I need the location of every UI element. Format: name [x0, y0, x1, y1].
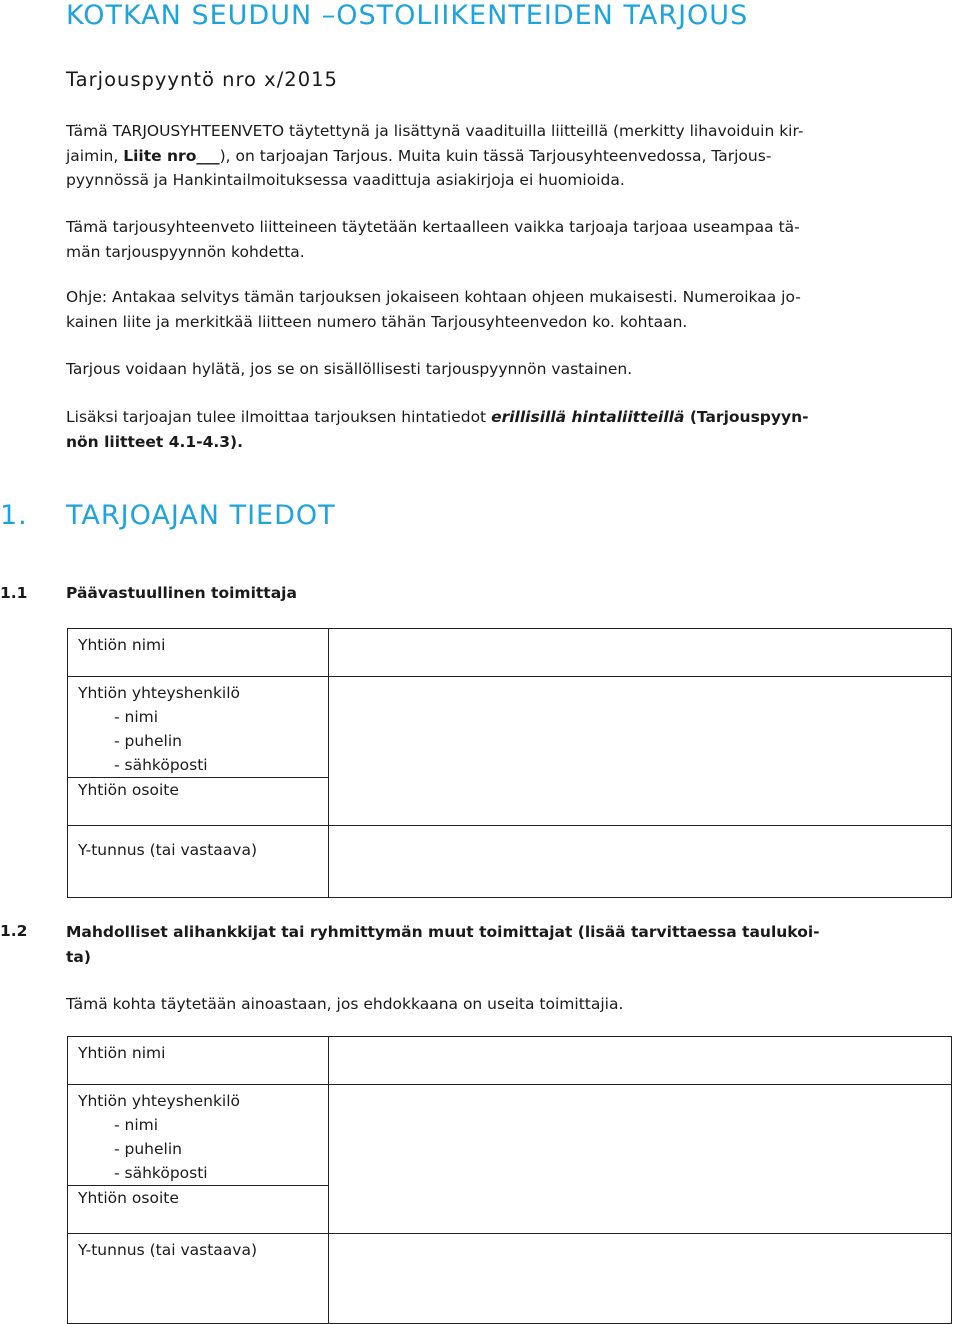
sub-business-id-field[interactable]	[329, 1234, 952, 1324]
intro-p5-line-1	[66, 405, 950, 430]
intro-paragraph-5	[66, 405, 950, 454]
subsection-1-2-note-text: Tämä kohta täytetään ainoastaan, jos ehdokkaana on useita toimittajia.	[66, 995, 624, 1013]
sub-company-name-label-cell	[68, 1037, 329, 1085]
attachment-number-label: Liite nro___	[123, 146, 220, 165]
subsection-1-2-number: 1.2	[0, 922, 28, 940]
business-id-label-cell	[68, 826, 329, 898]
contact-and-address-field[interactable]	[329, 677, 952, 826]
intro-p3-line-2: kainen liite ja merkitkää liitteen numero tähän Tarjousyhteenvedon ko. kohtaan.	[66, 312, 688, 331]
intro-p1-line-2	[66, 144, 950, 169]
intro-p5-line-1-start: Lisäksi tarjoajan tulee ilmoittaa tarjouksen hintatiedot	[66, 408, 492, 426]
contact-email-label: - sähköposti	[114, 756, 208, 774]
contact-name-label: - nimi	[114, 708, 159, 726]
intro-p1-line-1: Tämä TARJOUSYHTEENVETO täytettynä ja lisättynä vaadituilla liitteillä (merkitty lihavoiduin kir-	[66, 122, 804, 140]
intro-p3-line-1: Ohje: Antakaa selvitys tämän tarjouksen jokaiseen kohtaan ohjeen mukaisesti. Numeroikaa jo-	[66, 288, 801, 306]
subsection-1-2-title-line-1: Mahdolliset alihankkijat tai ryhmittymän muut toimittajat (lisää tarvittaessa taulukoi-	[66, 923, 820, 941]
intro-p1-line-2-end: ), on tarjoajan Tarjous. Muita kuin tässä Tarjousyhteenvedossa, Tarjous-	[219, 146, 772, 165]
company-name-label: Yhtiön nimi	[78, 636, 166, 654]
business-id-label: Y-tunnus (tai vastaava)	[78, 841, 257, 859]
intro-paragraph-4	[66, 357, 950, 382]
contact-phone-label: - puhelin	[114, 732, 182, 750]
subcontractors-table	[67, 1036, 952, 1324]
sub-contact-and-address-field[interactable]	[329, 1085, 952, 1234]
sub-contact-name-label: - nimi	[114, 1116, 159, 1134]
intro-p5-line-2: nön liitteet 4.1-4.3).	[66, 432, 244, 451]
contact-label-cell	[68, 677, 329, 778]
section-1-title: TARJOAJAN TIEDOT	[66, 500, 336, 531]
sub-contact-email-label: - sähköposti	[114, 1164, 208, 1182]
sub-company-name-label: Yhtiön nimi	[78, 1044, 166, 1062]
intro-p5-line-1-end: (Tarjouspyyn-	[684, 408, 809, 426]
subsection-1-2-title-line-2: ta)	[66, 947, 91, 966]
subsection-1-1-number: 1.1	[0, 584, 28, 602]
intro-p1-line-3: pyynnössä ja Hankintailmoituksessa vaadittuja asiakirjoja ei huomioida.	[66, 171, 625, 189]
subsection-1-2-note	[66, 992, 950, 1017]
intro-p1-line-2-start: jaimin,	[66, 146, 124, 165]
intro-p4-line-1: Tarjous voidaan hylätä, jos se on sisällöllisesti tarjouspyynnön vastainen.	[66, 360, 633, 378]
section-1-number: 1.	[0, 500, 28, 531]
subsection-1-2-title	[66, 920, 820, 969]
sub-address-label-cell	[68, 1186, 329, 1234]
primary-supplier-table	[67, 628, 952, 898]
business-id-field[interactable]	[329, 826, 952, 898]
sub-business-id-label: Y-tunnus (tai vastaava)	[78, 1241, 257, 1259]
contact-person-label: Yhtiön yhteyshenkilö	[78, 684, 241, 702]
intro-paragraph-3	[66, 285, 950, 334]
company-name-field[interactable]	[329, 629, 952, 677]
company-name-label-cell	[68, 629, 329, 677]
document-title: KOTKAN SEUDUN –OSTOLIIKENTEIDEN TARJOUS	[66, 0, 749, 31]
sub-contact-phone-label: - puhelin	[114, 1140, 182, 1158]
sub-company-name-field[interactable]	[329, 1037, 952, 1085]
sub-contact-person-label: Yhtiön yhteyshenkilö	[78, 1092, 241, 1110]
subsection-1-1-title: Päävastuullinen toimittaja	[66, 584, 297, 602]
price-attachments-emphasis: erillisillä hintaliitteillä	[491, 408, 685, 426]
sub-business-id-label-cell	[68, 1234, 329, 1324]
sub-company-address-label: Yhtiön osoite	[78, 1189, 179, 1207]
intro-paragraph-2	[66, 215, 950, 264]
request-title: Tarjouspyyntö nro x/2015	[66, 68, 338, 91]
company-address-label: Yhtiön osoite	[78, 781, 179, 799]
intro-p2-line-1: Tämä tarjousyhteenveto liitteineen täytetään kertaalleen vaikka tarjoaja tarjoaa useampaa tä-	[66, 218, 800, 236]
sub-contact-label-cell	[68, 1085, 329, 1186]
intro-paragraph-1	[66, 119, 950, 193]
address-label-cell	[68, 778, 329, 826]
intro-p2-line-2: män tarjouspyynnön kohdetta.	[66, 242, 305, 261]
